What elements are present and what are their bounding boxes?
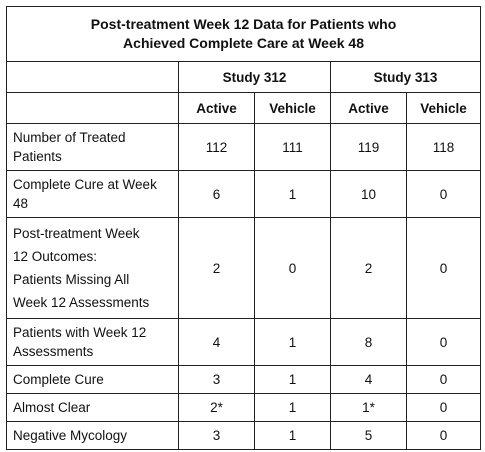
table-cell: 0 (407, 218, 481, 319)
row-label (7, 124, 179, 171)
row-label-line: Complete Cure (13, 372, 104, 387)
arm-header: Vehicle (407, 93, 481, 124)
table-cell: 3 (179, 366, 255, 394)
table-cell: 1 (255, 394, 331, 422)
table-cell: 111 (255, 124, 331, 171)
table-row (7, 319, 481, 366)
table-cell: 119 (331, 124, 407, 171)
arm-header-row (7, 93, 481, 124)
row-label-line: Almost Clear (13, 400, 91, 415)
table-cell: 10 (331, 171, 407, 218)
table-cell: 1 (255, 422, 331, 450)
table-cell: 1* (331, 394, 407, 422)
table-cell: 3 (179, 422, 255, 450)
row-label-line: Week 12 Assessments (13, 295, 150, 310)
empty-arm-cell (7, 93, 179, 124)
table-cell: 118 (407, 124, 481, 171)
table-cell: 0 (255, 218, 331, 319)
row-label-line: Patients (13, 149, 62, 164)
results-table (6, 6, 481, 450)
table-row (7, 218, 481, 319)
table-row (7, 171, 481, 218)
row-label (7, 218, 179, 319)
row-label-line: Complete Cure at Week (13, 177, 157, 192)
arm-header: Active (331, 93, 407, 124)
row-label-line: 48 (13, 196, 29, 211)
row-label (7, 422, 179, 450)
table-title-line-1: Post-treatment Week 12 Data for Patients who (90, 16, 397, 32)
row-label-line: Patients Missing All (13, 272, 130, 287)
table-cell: 0 (407, 366, 481, 394)
row-label-line: Post-treatment Week (13, 226, 140, 241)
table-cell: 6 (179, 171, 255, 218)
table-cell: 0 (407, 394, 481, 422)
table-row (7, 124, 481, 171)
arm-header: Active (179, 93, 255, 124)
table-cell: 4 (179, 319, 255, 366)
row-label (7, 171, 179, 218)
table-row (7, 422, 481, 450)
row-label-line: 12 Outcomes: (13, 249, 98, 264)
table-cell: 4 (331, 366, 407, 394)
table-cell: 8 (331, 319, 407, 366)
row-label (7, 366, 179, 394)
table-cell: 2* (179, 394, 255, 422)
arm-header: Vehicle (255, 93, 331, 124)
table-row (7, 366, 481, 394)
table-cell: 112 (179, 124, 255, 171)
table-title (7, 7, 481, 62)
study-313-header: Study 313 (331, 62, 481, 93)
table-cell: 1 (255, 366, 331, 394)
row-label-line: Negative Mycology (13, 428, 128, 443)
table-title-line-2: Achieved Complete Care at Week 48 (123, 35, 364, 51)
title-row (7, 7, 481, 62)
table-cell: 0 (407, 171, 481, 218)
table-cell: 2 (179, 218, 255, 319)
row-label-line: Number of Treated (13, 130, 126, 145)
study-header-row (7, 62, 481, 93)
row-label-line: Assessments (13, 344, 94, 359)
row-label (7, 394, 179, 422)
table-cell: 5 (331, 422, 407, 450)
table-cell: 1 (255, 319, 331, 366)
empty-header-cell (7, 62, 179, 93)
table-cell: 0 (407, 319, 481, 366)
row-label (7, 319, 179, 366)
table-cell: 2 (331, 218, 407, 319)
table-cell: 1 (255, 171, 331, 218)
table-cell: 0 (407, 422, 481, 450)
study-312-header: Study 312 (179, 62, 331, 93)
row-label-line: Patients with Week 12 (13, 325, 147, 340)
table-row (7, 394, 481, 422)
